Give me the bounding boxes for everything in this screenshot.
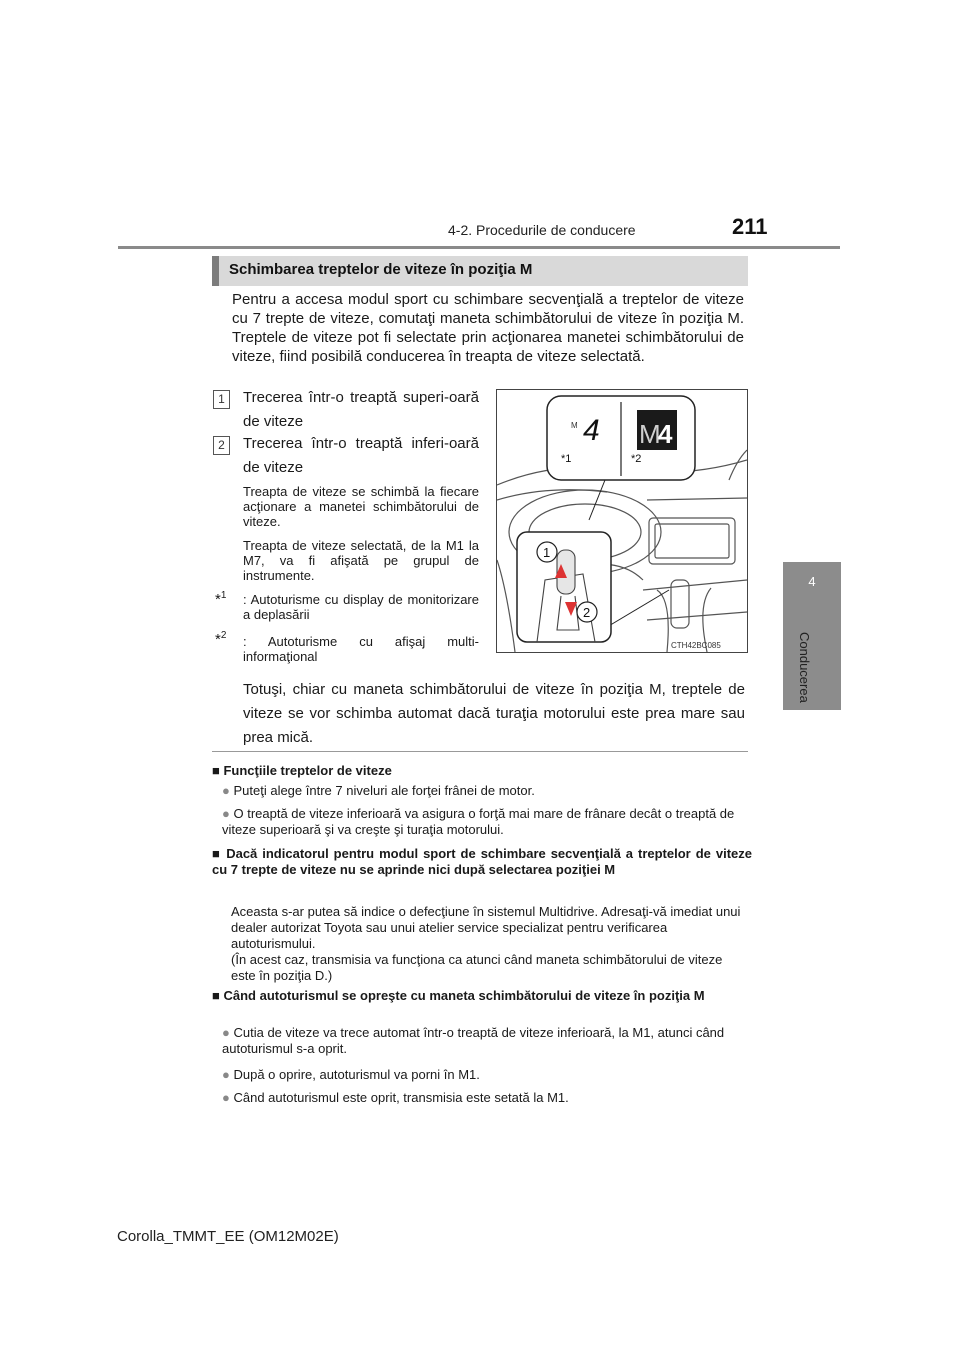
- item-text-2: Trecerea într-o treaptă inferi-oară de viteze: [243, 435, 479, 476]
- continuation-paragraph: Totuşi, chiar cu maneta schimbătorului de viteze în poziţia M, treptele de viteze se vor schimba automat dacă turaţia motorului este prea mare sau prea mică.: [243, 681, 745, 746]
- intro-paragraph: Pentru a accesa modul sport cu schimbare secvenţială a treptelor de viteze cu 7 trepte de viteze, comutaţi maneta schimbătorului de viteze în poziţia M. Treptele de viteze pot fi selectate prin acţionarea manetei schimbătorului de viteze, fiind posibilă conducerea în treapta de viteze selectată.: [232, 291, 744, 365]
- bullet-icon: ●: [222, 783, 230, 798]
- footnote-text-1: [243, 592, 479, 622]
- info-heading-stop-in-m: [212, 988, 752, 1004]
- inset-small-digit: 4: [583, 414, 600, 447]
- info-heading-gear-functions: [212, 763, 752, 779]
- inset-star-1: *1: [561, 453, 572, 465]
- bullet-text: O treaptă de viteze inferioară va asigura o forţă mai mare de frânare decât o treaptă de viteze superioară şi va creşte şi turaţia motorului.: [222, 806, 735, 837]
- info-title-1: Funcţiile treptelor de viteze: [223, 763, 392, 778]
- info-marker-2: ■: [212, 846, 222, 861]
- callout-1: 1: [543, 545, 551, 560]
- info-bullet: [222, 1067, 750, 1083]
- header-divider: [118, 246, 840, 249]
- footnote-text-2: [243, 634, 479, 664]
- note-gear-change: Treapta de viteze se schimbă la fiecare acţionare a manetei schimbătorului de viteze.: [243, 484, 479, 529]
- footnote-1-sep: :: [243, 592, 247, 607]
- section-title-bar: [212, 256, 748, 286]
- info-bullet: [222, 783, 750, 799]
- inset-large-letter: M: [639, 419, 661, 449]
- info-title-2: Dacă indicatorul pentru modul sport de schimbare secvenţială a treptelor de viteze cu 7 trepte de viteze nu se aprinde nici după selectarea poziţiei M: [212, 846, 752, 877]
- bullet-text: Cutia de viteze va trece automat într-o treaptă de viteze inferioară, la M1, atunci când autoturismul s-a oprit.: [222, 1025, 725, 1056]
- running-header-section: 4-2. Procedurile de conducere: [448, 222, 636, 238]
- item-number-box-1: 1: [213, 390, 230, 409]
- chapter-label: Conducerea: [797, 632, 812, 703]
- info-bullet: [222, 1090, 750, 1106]
- info-marker-3: ■: [212, 988, 220, 1003]
- bullet-icon: ●: [222, 806, 230, 821]
- info-marker-1: ■: [212, 763, 220, 778]
- info-bullet: [222, 1025, 750, 1057]
- section-divider: [212, 751, 748, 752]
- figure-code: CTH42BC085: [671, 641, 721, 650]
- bullet-text: Când autoturismul este oprit, transmisia este setată la M1.: [233, 1090, 569, 1105]
- info-title-3: Când autoturismul se opreşte cu maneta schimbătorului de viteze în poziţia M: [223, 988, 705, 1003]
- chapter-number: 4: [808, 574, 816, 589]
- bullet-icon: ●: [222, 1067, 230, 1082]
- footnote-mark-1-label: 1: [220, 590, 227, 601]
- footnote-1-body: Autoturisme cu display de monitorizare a deplasării: [243, 592, 479, 622]
- footnote-2-body: Autoturisme cu afişaj multi-informaţional: [243, 634, 479, 664]
- bullet-text: Puteţi alege între 7 niveluri ale forţei frânei de motor.: [233, 783, 535, 798]
- document-footer: Corolla_TMMT_EE (OM12M02E): [117, 1228, 339, 1245]
- info-paragraph-transmission: (În acest caz, transmisia va funcţiona ca atunci când maneta schimbătorului de viteze este în poziţia D.): [231, 952, 723, 983]
- footnote-mark-2: *$^2$: [215, 630, 227, 648]
- page-number: 211: [732, 214, 768, 239]
- dashboard-drawing: [497, 390, 747, 652]
- footnote-2-sep: :: [243, 634, 247, 649]
- info-heading-indicator: [212, 846, 752, 878]
- inset-large-digit: 4: [658, 419, 673, 449]
- shift-lever-illustration: [496, 389, 748, 653]
- footnote-mark-1: *$^1$: [215, 590, 227, 608]
- bullet-icon: ●: [222, 1090, 230, 1105]
- item-text-1: Trecerea într-o treaptă superi-oară de viteze: [243, 389, 479, 430]
- inset-small-letter: M: [571, 421, 578, 430]
- section-title: Schimbarea treptelor de viteze în poziţia M: [229, 261, 533, 278]
- inset-star-2: *2: [631, 453, 642, 465]
- callout-2: 2: [583, 605, 591, 620]
- bullet-text: După o oprire, autoturismul va porni în M1.: [233, 1067, 480, 1082]
- bullet-icon: ●: [222, 1025, 230, 1040]
- info-paragraph-multidrive: Aceasta s-ar putea să indice o defecţiune în sistemul Multidrive. Adresaţi-vă imediat unui dealer autorizat Toyota sau unui atelier service specializat pentru verificarea autoturismului.: [231, 904, 741, 951]
- note-gear-display: Treapta de viteze selectată, de la M1 la M7, va fi afişată pe grupul de instrumente.: [243, 538, 479, 583]
- footnote-mark-2-label: 2: [220, 630, 227, 641]
- item-number-box-2: 2: [213, 436, 230, 455]
- info-bullet: [222, 806, 748, 838]
